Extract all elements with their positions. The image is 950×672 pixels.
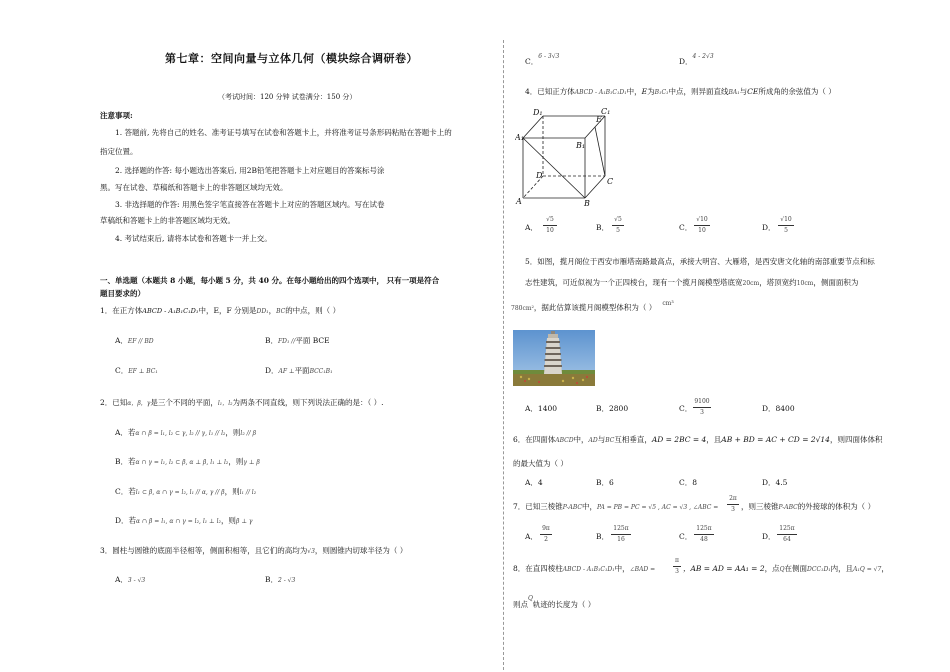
q2-option-a[interactable] — [115, 428, 256, 439]
q8-line2 — [513, 595, 596, 611]
q4-seg: B₁C₁ — [654, 89, 669, 96]
q5-c-num: 9100 — [694, 398, 710, 405]
q8-text: 则点 — [513, 600, 528, 609]
q6-option-c[interactable] — [679, 478, 697, 488]
option-text: ，则 — [228, 457, 244, 466]
option-value: l₁ ⊂ β, α ∩ γ = l₂, l₁ // α, γ // β — [135, 489, 225, 496]
q8-stem — [513, 564, 655, 575]
q5-text: ，塔顶宽约 — [759, 278, 797, 287]
option-value: 4.5 — [775, 478, 788, 487]
q6-text: ，则四面体体积 — [829, 435, 883, 444]
q7-stem — [513, 502, 718, 513]
q1-option-d[interactable] — [265, 366, 332, 377]
q5-width2: 10cm — [796, 280, 814, 287]
q7-a-den: 2 — [540, 534, 552, 545]
option-value: 4 — [537, 478, 543, 487]
option-label: A． — [525, 223, 538, 232]
option-label: D． — [762, 478, 776, 487]
q7-b-den: 16 — [611, 534, 631, 545]
q6-seg2: BC — [605, 437, 615, 444]
q5-line2 — [525, 278, 858, 289]
q4-point: E — [641, 87, 648, 96]
q7-text: 7．已知三棱锥 — [513, 502, 563, 511]
label-a1: A₁ — [515, 133, 524, 142]
option-label: A．若 — [115, 428, 136, 437]
option-value: α ∩ β = l₁, α ∩ γ = l₂, l₁ ⊥ l₂ — [136, 518, 221, 525]
q4-b-num: √5 — [614, 216, 622, 223]
page-title: 第七章：空间向量与立体几何（模块综合调研卷） — [165, 52, 418, 65]
q2-lines: l₁，l₂ — [217, 400, 233, 407]
notice-line: 1. 答题前, 先将自己的姓名、准考证号填写在试卷和答题卡上，并将准考证号条形码粘贴在答题卡上的 — [115, 128, 452, 137]
q4-b-den: 5 — [612, 225, 624, 236]
q8-angle: ∠BAD = — [629, 566, 656, 573]
q5-line1: 5．如图，揽月阁位于西安市雁塔南路最高点，承接大明宫、大雁塔，是西安唐文化轴的南部重要节点和标 — [525, 257, 875, 266]
q7-option-c[interactable] — [679, 532, 692, 542]
q1-stem — [100, 306, 340, 317]
q4-cube: ABCD - A₁B₁C₁D₁ — [574, 89, 627, 96]
option-value: α ∩ β = l₁, l₂ ⊂ γ, l₂ // γ, l₁ // l₂ — [135, 430, 226, 437]
label-c1: C₁ — [601, 107, 611, 116]
q7-option-d[interactable] — [762, 532, 776, 542]
option-label: A． — [525, 478, 538, 487]
option-value: 1400 — [537, 404, 558, 413]
q1-text: 1．在正方体 — [100, 306, 143, 315]
q3-text: ，则圆锥内切球半径为（ ） — [314, 546, 408, 555]
label-b: B — [584, 199, 590, 208]
option-label: C．若 — [115, 487, 136, 496]
q8-prism: ABCD - A₁B₁C₁D₁ — [562, 566, 615, 573]
option-label: A． — [525, 404, 538, 413]
option-label: B． — [596, 404, 610, 413]
notice-line: 黑。写在试卷、草稿纸和答题卡上的非答题区域均无效。 — [100, 183, 288, 192]
option-value: 3 - √3 — [127, 577, 146, 584]
notice-heading: 注意事项: — [100, 111, 133, 120]
q7-option-a[interactable] — [525, 532, 538, 542]
option-label: D． — [762, 404, 776, 413]
q1-seg1: DD₁ — [256, 308, 269, 315]
notice-line: 4. 考试结束后, 请将本试卷和答题卡一并上交。 — [115, 234, 272, 243]
q7-d-num: 125π — [779, 525, 795, 532]
option-value: FD₁ // — [278, 338, 296, 345]
q8-frac-num: π — [675, 557, 679, 564]
q5-option-d[interactable] — [762, 404, 795, 414]
option-value: AF ⊥ — [278, 368, 295, 375]
q6-stem — [513, 435, 882, 446]
q4-option-c[interactable] — [679, 223, 692, 233]
q5-area: 780cm² — [511, 305, 534, 312]
q6-option-a[interactable] — [525, 478, 543, 488]
q7-c-den: 48 — [694, 534, 714, 545]
option-value: 平面 BCE — [295, 336, 330, 345]
q5-text: ，据此估算该揽月阁模型体积为（ ） — [533, 303, 657, 312]
option-text: ，则 — [225, 428, 241, 437]
option-label: C． — [679, 478, 693, 487]
q7-text: ，则三棱锥 — [741, 502, 779, 511]
option-label: C． — [679, 404, 693, 413]
q4-stem — [525, 87, 836, 98]
q7-d-den: 64 — [777, 534, 797, 545]
q7-c-num: 125π — [696, 525, 712, 532]
q6-seg1: AD — [588, 437, 598, 444]
q7-b-num: 125π — [613, 525, 629, 532]
cube-figure — [515, 104, 625, 208]
label-a: A — [516, 197, 522, 206]
q7-pyramid: P-ABC — [562, 504, 582, 511]
q1-text: 中，E，F 分别是 — [198, 306, 257, 315]
q4-c-den: 10 — [694, 225, 710, 236]
option-value: 2 - √3 — [278, 577, 296, 584]
q8-text: 中， — [614, 564, 630, 573]
right-column — [503, 0, 950, 672]
q2-text: 是三个不同的平面， — [150, 398, 218, 407]
label-c: C — [607, 177, 614, 186]
q8-text: ，点 — [764, 564, 780, 573]
q5-option-a[interactable] — [525, 404, 557, 414]
option-label: C． — [115, 366, 129, 375]
q8-stem-cont — [683, 564, 889, 575]
q4-text: 4．已知正方体 — [525, 87, 575, 96]
q4-a-den: 10 — [543, 225, 557, 236]
q4-option-a[interactable] — [525, 223, 538, 233]
q5-text: 志性建筑，可近似视为一个正四棱台，现有一个揽月阁模型塔底宽 — [525, 278, 743, 287]
q6-text: 中， — [573, 435, 589, 444]
option-label: D． — [762, 223, 776, 232]
option-label: D． — [679, 57, 693, 66]
option-value: 2800 — [609, 404, 629, 413]
section-heading-cont: 题目要求的） — [100, 289, 145, 298]
option-label: A． — [115, 336, 128, 345]
option-label: B． — [265, 575, 279, 584]
option-label: B． — [596, 532, 610, 541]
q7-frac-num: 2π — [729, 495, 737, 502]
label-e: E — [596, 115, 602, 124]
q6-option-b[interactable] — [596, 478, 614, 488]
option-value: l₁ // l₂ — [239, 489, 257, 496]
q3-option-b[interactable] — [265, 575, 295, 586]
q4-option-d[interactable] — [762, 223, 776, 233]
q5-unit: cm³ — [662, 300, 674, 307]
q4-text: 中， — [626, 87, 642, 96]
q4-text: 所成角的余弦值为（ ） — [758, 87, 836, 96]
q6-tet: ABCD — [555, 437, 574, 444]
q5-line3 — [511, 300, 674, 314]
q7-stem-cont — [741, 502, 875, 513]
option-text: ，则 — [224, 487, 240, 496]
q4-text: 为 — [647, 87, 655, 96]
option-value: BCC₁B₁ — [309, 368, 333, 375]
notice-line: 2. 选择题的作答: 每小题选出答案后, 用2B铅笔把答题卡上对应题目的答案标号涂 — [115, 166, 385, 175]
notice-line: 草稿纸和答题卡上的非答题区域均无效。 — [100, 216, 235, 225]
q2-stem — [100, 398, 384, 409]
q4-line1: BA₁ — [728, 89, 740, 96]
option-label: C． — [679, 532, 693, 541]
q8-text: 8．在直四棱柱 — [513, 564, 563, 573]
q2-option-c[interactable] — [115, 487, 256, 498]
option-label: B． — [265, 336, 279, 345]
q1-option-b[interactable] — [265, 336, 330, 347]
option-label: A． — [115, 575, 128, 584]
option-value: EF ⊥ BC₁ — [128, 368, 158, 375]
q8-frac-den: 3 — [673, 566, 681, 577]
q1-cube: ABCD - A₁B₁C₁D₁ — [142, 307, 199, 315]
q8-point: Q — [779, 566, 785, 573]
option-value: EF // BD — [127, 338, 154, 345]
q5-c-den: 3 — [693, 407, 711, 418]
q5-option-b[interactable] — [596, 404, 628, 414]
q4-option-b[interactable] — [596, 223, 609, 233]
option-value: l₂ // β — [240, 430, 257, 437]
q2-option-d[interactable] — [115, 516, 252, 527]
notice-line: 3. 非选择题的作答: 用黑色签字笔直接答在答题卡上对应的答题区域内。写在试卷 — [115, 200, 385, 209]
q6-text: 与 — [597, 435, 606, 444]
option-value: 4 - 2√3 — [692, 53, 714, 60]
q3-option-c[interactable] — [525, 53, 560, 68]
option-label: D．若 — [115, 516, 137, 525]
q2-option-b[interactable] — [115, 457, 260, 468]
option-label: B． — [596, 223, 610, 232]
q1-option-a[interactable] — [115, 336, 154, 347]
option-label: A． — [525, 532, 538, 541]
option-value: α ∩ γ = l₁, l₂ ⊂ β, α ⊥ β, l₁ ⊥ l₂ — [135, 459, 229, 466]
q6-text: 互相垂直， — [614, 435, 652, 444]
q6-option-d[interactable] — [762, 478, 787, 488]
q8-point: Q — [528, 595, 533, 602]
q4-text: 与 — [739, 87, 748, 96]
q6-text: ，且 — [706, 435, 722, 444]
q5-option-c[interactable] — [679, 404, 692, 414]
q1-seg2: BC — [276, 308, 286, 315]
option-text: ，则 — [220, 516, 236, 525]
q8-text: 内，且 — [830, 564, 854, 573]
q8-text: ， — [881, 564, 889, 573]
q6-eq1: AD = 2BC = 4 — [651, 435, 707, 444]
q4-d-num: √10 — [780, 216, 792, 223]
q8-eq2: A₁Q = √7 — [853, 566, 882, 573]
q8-text: 轨迹的长度为（ ） — [532, 600, 596, 609]
option-label: B．若 — [115, 457, 136, 466]
q6-line2: 的最大值为（ ） — [513, 459, 568, 468]
q5-width1: 20cm — [742, 280, 760, 287]
label-d: D — [536, 171, 543, 180]
q2-text: 2．已知 — [100, 398, 128, 407]
q1-option-c[interactable] — [115, 366, 158, 377]
exam-info: （考试时间：120 分钟 试卷满分：150 分） — [218, 93, 357, 101]
label-b1: B₁ — [576, 141, 586, 150]
option-value: 6 — [609, 478, 614, 487]
q3-text: 3．圆柱与圆锥的底面半径相等，侧面积相等，且它们的高均为 — [100, 546, 308, 555]
q3-option-a[interactable] — [115, 575, 145, 586]
option-value: γ ⊥ β — [243, 459, 260, 466]
q4-c-num: √10 — [696, 216, 708, 223]
q7-option-b[interactable] — [596, 532, 609, 542]
q4-text: 中点，则异面直线 — [668, 87, 729, 96]
q5-text: ，侧面面积为 — [813, 278, 859, 287]
q2-planes: α，β，γ — [127, 400, 151, 407]
q4-a-num: √5 — [546, 216, 554, 223]
q1-text: ， — [268, 306, 277, 315]
q7-text: 中， — [581, 502, 597, 511]
option-label: C． — [525, 57, 539, 66]
option-value: 8400 — [775, 404, 795, 413]
q7-a-num: 9π — [542, 525, 550, 532]
option-value: 8 — [692, 478, 698, 487]
tower-photo — [513, 330, 595, 386]
q4-d-den: 5 — [778, 225, 794, 236]
option-value: β ⊥ γ — [235, 518, 253, 525]
q4-line2: CE — [747, 87, 759, 96]
q1-text: 的中点，则（ ） — [285, 306, 341, 315]
notice-line: 指定位置。 — [100, 147, 138, 156]
option-label: C． — [679, 223, 693, 232]
q3-stem — [100, 546, 407, 557]
option-value: 6 - 3√3 — [538, 53, 560, 60]
q3-option-d[interactable] — [679, 53, 714, 68]
q7-frac-den: 3 — [727, 504, 739, 515]
section-heading: 一、单选题（本题共 8 小题，每小题 5 分，共 40 分。在每小题给出的四个选项中， 只有一项是符合 — [100, 276, 440, 285]
option-label: B． — [596, 478, 610, 487]
q6-text: 6．在四面体 — [513, 435, 556, 444]
q3-height: √3 — [307, 548, 315, 555]
q8-face: DCC₁D₁ — [807, 566, 831, 573]
q7-pyramid: P-ABC — [778, 504, 798, 511]
q7-text: 的外接球的体积为（ ） — [797, 502, 876, 511]
option-label: D． — [762, 532, 776, 541]
label-d1: D₁ — [533, 108, 543, 117]
q8-text: 在侧面 — [784, 564, 808, 573]
option-label: D． — [265, 366, 279, 375]
option-value: 平面 — [294, 366, 310, 375]
q6-eq2: AB + BD = AC + CD = 2√14 — [721, 435, 830, 444]
q2-text: 为两条不同直线，则下列说法正确的是：（ ）. — [232, 398, 384, 407]
q7-eq: PA = PB = PC = √5 , AC = √3 , ∠ABC = — [596, 504, 719, 511]
q8-eq: ，AB = AD = AA₁ = 2 — [683, 564, 765, 573]
